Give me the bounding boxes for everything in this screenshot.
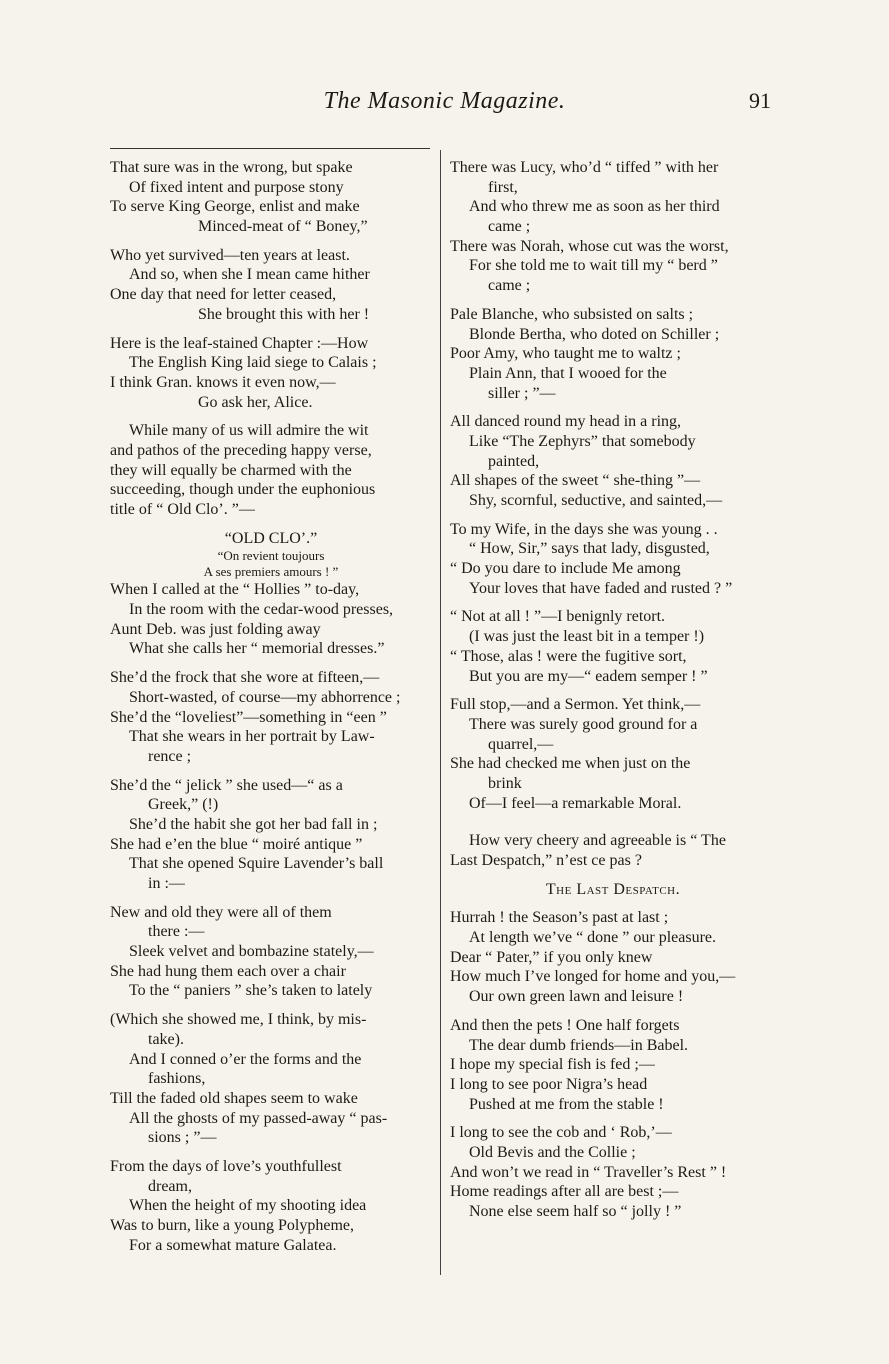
text-line: (Which she showed me, I think, by mis- (110, 1011, 367, 1029)
text-line: For she told me to wait till my “ berd ” (469, 257, 718, 275)
text-line: siller ; ”— (488, 384, 556, 402)
left-column (110, 158, 432, 1255)
text-line: Old Bevis and the Collie ; (469, 1143, 636, 1161)
text-line: “ Those, alas ! were the fugitive sort, (450, 647, 687, 665)
text-line: I long to see poor Nigra’s head (450, 1075, 648, 1093)
text-line: brink (488, 774, 522, 792)
text-line: Full stop,—and a Sermon. Yet think,— (450, 696, 701, 714)
text-line: rence ; (148, 747, 192, 765)
text-line: Who yet survived—ten years at least. (110, 246, 350, 264)
text-line: She’d the “loveliest”—something in “een ” (110, 708, 387, 726)
text-line: title of “ Old Clo’. ”— (110, 501, 255, 518)
text-line: She’d the “ jelick ” she used—“ as a (110, 776, 343, 794)
text-line: they will equally be charmed with the (110, 461, 352, 479)
text-line: there :— (148, 923, 205, 941)
text-line: Shy, scornful, seductive, and sainted,— (469, 492, 723, 509)
column-divider (440, 150, 441, 1275)
text-line: New and old they were all of them (110, 903, 332, 921)
text-line: Hurrah ! the Season’s past at last ; (450, 909, 669, 927)
stanza-gap (450, 822, 776, 831)
stanza-gap (450, 686, 776, 695)
text-line: The Last Despatch. (545, 880, 681, 898)
text-line: And so, when she I mean came hither (129, 266, 370, 284)
text-line: She’d the frock that she wore at fifteen,— (110, 669, 380, 687)
text-line: Like “The Zephyrs” that somebody (469, 432, 696, 450)
stanza-gap (110, 659, 432, 668)
stanza-gap (110, 237, 432, 246)
text-line: Was to burn, like a young Polypheme, (110, 1217, 355, 1234)
text-line: And won’t we read in “ Traveller’s Rest ” ! (450, 1163, 727, 1181)
text-line: quarrel,— (488, 735, 554, 753)
text-line: When I called at the “ Hollies ” to-day, (110, 581, 360, 599)
text-line: From the days of love’s youthfullest (110, 1157, 342, 1175)
stanza-gap (110, 1148, 432, 1157)
text-line: succeeding, though under the euphonious (110, 481, 376, 499)
text-line: What she calls her “ memorial dresses.” (129, 640, 385, 658)
text-line: That sure was in the wrong, but spake (110, 159, 353, 176)
text-line: When the height of my shooting idea (129, 1197, 367, 1215)
text-line: The dear dumb friends—in Babel. (469, 1036, 689, 1054)
text-line: For a somewhat mature Galatea. (129, 1236, 337, 1254)
text-line: dream, (148, 1177, 192, 1195)
text-line: A ses premiers amours ! ” (203, 564, 339, 580)
page-number: 91 (749, 88, 771, 113)
text-line: She brought this with her ! (198, 305, 370, 323)
text-line: All the ghosts of my passed-away “ pas- (129, 1109, 388, 1127)
text-line: And I conned o’er the forms and the (129, 1050, 362, 1068)
text-line: She had e’en the blue “ moiré antique ” (110, 835, 363, 853)
text-line: And who threw me as soon as her third (469, 198, 720, 216)
text-line: All shapes of the sweet “ she-thing ”— (450, 472, 701, 490)
stanza-gap (450, 1007, 776, 1016)
text-line: and pathos of the preceding happy verse, (110, 441, 372, 459)
text-line: Your loves that have faded and rusted ? ” (469, 579, 733, 597)
text-line: sions ; ”— (148, 1129, 217, 1147)
text-line: Home readings after all are best ;— (450, 1183, 679, 1201)
text-line: Sleek velvet and bombazine stately,— (129, 943, 374, 961)
text-line: painted, (488, 452, 540, 470)
text-line: Of—I feel—a remarkable Moral. (469, 794, 682, 812)
text-line: Poor Amy, who taught me to waltz ; (450, 345, 681, 363)
stanza-gap (110, 520, 432, 529)
text-line: Till the faded old shapes seem to wake (110, 1089, 358, 1107)
stanza-gap (110, 325, 432, 334)
text-line: take). (148, 1030, 184, 1048)
text-line: I hope my special fish is fed ;— (450, 1056, 655, 1074)
text-line: To my Wife, in the days she was young . . (450, 520, 718, 538)
stanza-gap (110, 412, 432, 421)
text-line: One day that need for letter ceased, (110, 286, 337, 304)
top-rule (110, 148, 430, 149)
text-line: To serve King George, enlist and make (110, 198, 360, 216)
stanza-gap (450, 899, 776, 908)
text-line: “ How, Sir,” says that lady, disgusted, (469, 540, 710, 558)
text-line: The English King laid siege to Calais ; (129, 354, 377, 372)
text-line: To the “ paniers ” she’s taken to lately (129, 982, 373, 1000)
text-line: That she opened Squire Lavender’s ball (129, 855, 384, 873)
text-line: She’d the habit she got her bad fall in ; (129, 815, 378, 833)
stanza-gap (450, 511, 776, 520)
text-line: She had hung them each over a chair (110, 962, 346, 980)
text-line: Pale Blanche, who subsisted on salts ; (450, 305, 694, 323)
text-line: None else seem half so “ jolly ! ” (469, 1203, 682, 1220)
stanza-gap (450, 871, 776, 880)
text-line: Here is the leaf-stained Chapter :—How (110, 334, 369, 352)
text-line: Aunt Deb. was just folding away (110, 620, 321, 638)
text-line: “OLD CLO’.” (224, 529, 318, 547)
text-line: “ Do you dare to include Me among (450, 560, 681, 578)
text-line: Greek,” (!) (148, 796, 219, 814)
text-line: I long to see the cob and ‘ Rob,’— (450, 1124, 672, 1142)
text-line: While many of us will admire the wit (129, 422, 369, 440)
text-line: But you are my—“ eadem semper ! ” (469, 667, 708, 685)
text-line: Of fixed intent and purpose stony (129, 178, 344, 196)
text-line: Go ask her, Alice. (198, 393, 313, 411)
text-line: “On revient toujours (217, 548, 325, 564)
stanza-gap (110, 894, 432, 903)
right-column (450, 158, 776, 1222)
text-line: Our own green lawn and leisure ! (469, 988, 684, 1006)
text-line: in :— (148, 875, 185, 892)
running-title: The Masonic Magazine. (323, 88, 566, 114)
text-line: “ Not at all ! ”—I benignly retort. (450, 608, 666, 626)
text-line: That she wears in her portrait by Law- (129, 728, 375, 746)
text-line: Plain Ann, that I wooed for the (469, 364, 667, 382)
stanza-gap (450, 403, 776, 412)
text-line: Short-wasted, of course—my abhorrence ; (129, 688, 401, 706)
stanza-gap (110, 1001, 432, 1010)
text-line: (I was just the least bit in a temper !) (469, 628, 705, 646)
text-line: There was Lucy, who’d “ tiffed ” with her (450, 159, 719, 176)
text-line: There was Norah, whose cut was the worst, (450, 237, 729, 255)
text-line: In the room with the cedar-wood presses, (129, 601, 394, 619)
text-line: She had checked me when just on the (450, 755, 691, 773)
text-line: Pushed at me from the stable ! (469, 1095, 664, 1113)
text-line: Blonde Bertha, who doted on Schiller ; (469, 325, 720, 343)
text-line: Minced-meat of “ Boney,” (198, 218, 368, 236)
text-line: fashions, (148, 1070, 206, 1088)
text-line: came ; (488, 218, 531, 236)
text-line: Dear “ Pater,” if you only knew (450, 948, 653, 966)
text-line: And then the pets ! One half forgets (450, 1016, 680, 1034)
stanza-gap (110, 767, 432, 776)
stanza-gap (450, 813, 776, 822)
text-line: At length we’ve “ done ” our pleasure. (469, 929, 717, 947)
text-line: I think Gran. knows it even now,— (110, 373, 336, 391)
text-line: How very cheery and agreeable is “ The (469, 832, 726, 850)
stanza-gap (450, 598, 776, 607)
text-line: There was surely good ground for a (469, 715, 698, 733)
page-header (0, 88, 889, 128)
text-line: Last Despatch,” n’est ce pas ? (450, 852, 642, 869)
text-line: All danced round my head in a ring, (450, 413, 682, 431)
stanza-gap (450, 296, 776, 305)
text-line: first, (488, 178, 518, 196)
text-line: How much I’ve longed for home and you,— (450, 968, 736, 986)
stanza-gap (450, 1114, 776, 1123)
text-line: came ; (488, 277, 531, 295)
